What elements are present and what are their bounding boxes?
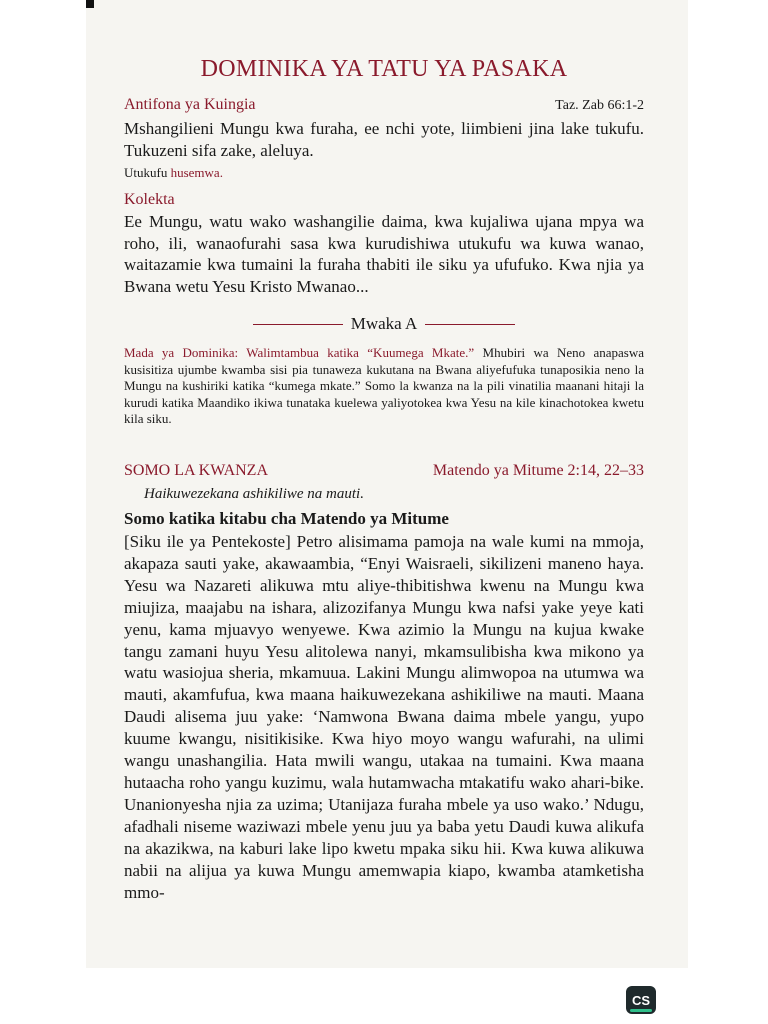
page-title: DOMINIKA YA TATU YA PASAKA	[200, 56, 568, 82]
antiphon-note	[124, 165, 644, 181]
reading-ref: Matendo ya Mitume 2:14, 22–33	[432, 462, 644, 479]
reading-label: SOMO LA KWANZA	[124, 462, 268, 479]
reading-text: [Siku ile ya Pentekoste] Petro alisimama pamoja na wale kumi na mmoja, akapaza sauti yake, akawaambia, “Enyi Waisraeli, sikilizeni maneno haya. Yesu wa Nazareti alikuwa mtu aliye-thibitishwa kwenu na Mungu kwa miujiza, maajabu na ishara, alizozifanya Mungu kwa nafsi yake yeye kati yenu, kama mjuavyo wenyewe. Kwa azimio la Mungu na kujua kwake tangu zamani huyu Yesu alitolewa nanyi, mkamsulibisha kwa mikono ya watu wasiojua sheria, mkamuua. Lakini Mungu alimwopoa na utumwa wa mauti, akamfufua, kwa maana haikuwezekana ashikiliwe na mauti. Maana Daudi alisema juu yake: ‘Namwona Bwana daima mbele yangu, yupo kuume kwangu, nisitikisike. Kwa hiyo moyo wangu wafurahi, na ulimi wangu unashangilia. Hata mwili wangu, utakaa na tumaini. Kwa maana hutaacha roho yangu kuzimu, wala hutamwacha mtakatifu wako ahari-bike. Unanionyesha njia za uzima; Utanijaza furaha mbele ya uso wako.’ Ndugu, afadhali niseme waziwazi mbele yenu juu ya baba yetu Daudi kuwa alikufa na akazikwa, na kaburi lake lipo kwetu mpaka siku hii. Kwa kuwa alikuwa nabii na alijua ya kuwa Mungu amemwapia kiapo, kwamba atamketisha mmo-	[124, 532, 644, 902]
divider-line-right	[425, 324, 515, 325]
reading-header	[124, 462, 644, 480]
antiphon-text: Mshangilieni Mungu kwa furaha, ee nchi yote, liimbieni jina lake tukufu. Tukuzeni sifa zake, aleluya.	[124, 119, 644, 160]
theme-text: Mhubiri wa Neno anapaswa kusisitiza ujumbe kwamba sisi pia tunaweza kukutana na Bwana aliyefufuka tunaposikia neno la Mungu na kushiriki katika “kumega mkate.” Somo la kwanza na la pili vinatilia maanani hitaji la kurudi katika Maandiko ikiwa tunataka kuelewa yaliyotokea kwa Yesu na kile kinachotokea kwetu kila siku.	[124, 345, 644, 426]
camscanner-logo-badge: CS	[626, 986, 656, 1014]
antiphon-label: Antifona ya Kuingia	[124, 96, 256, 113]
divider-line-left	[253, 324, 343, 325]
antiphon-note-red: husemwa.	[170, 165, 223, 180]
reading-book-title: Somo katika kitabu cha Matendo ya Mitume	[124, 509, 449, 528]
antiphon-header	[124, 96, 644, 114]
antiphon-ref: Taz. Zab 66:1-2	[555, 98, 644, 113]
theme-label: Mada ya Dominika: Walimtambua katika “Kuumega Mkate.”	[124, 345, 475, 360]
reading-subtitle: Haikuwezekana ashikiliwe na mauti.	[144, 486, 364, 502]
year-label: Mwaka A	[350, 314, 418, 333]
collect-label: Kolekta	[124, 191, 175, 208]
collect-text: Ee Mungu, watu wako washangilie daima, kwa kujaliwa ujana mpya wa roho, ili, wanaofurahi sasa kwa kurudishiwa utukufu wa kuwa wanao, waitazamie kwa tumaini la furaha thabiti ile siku ya ufufuko. Kwa njia ya Bwana wetu Yesu Kristo Mwanao...	[124, 212, 644, 296]
page-corner-mark	[86, 0, 94, 8]
theme-paragraph	[124, 345, 644, 428]
antiphon-note-black: Utukufu	[124, 165, 168, 180]
year-divider	[124, 314, 644, 334]
